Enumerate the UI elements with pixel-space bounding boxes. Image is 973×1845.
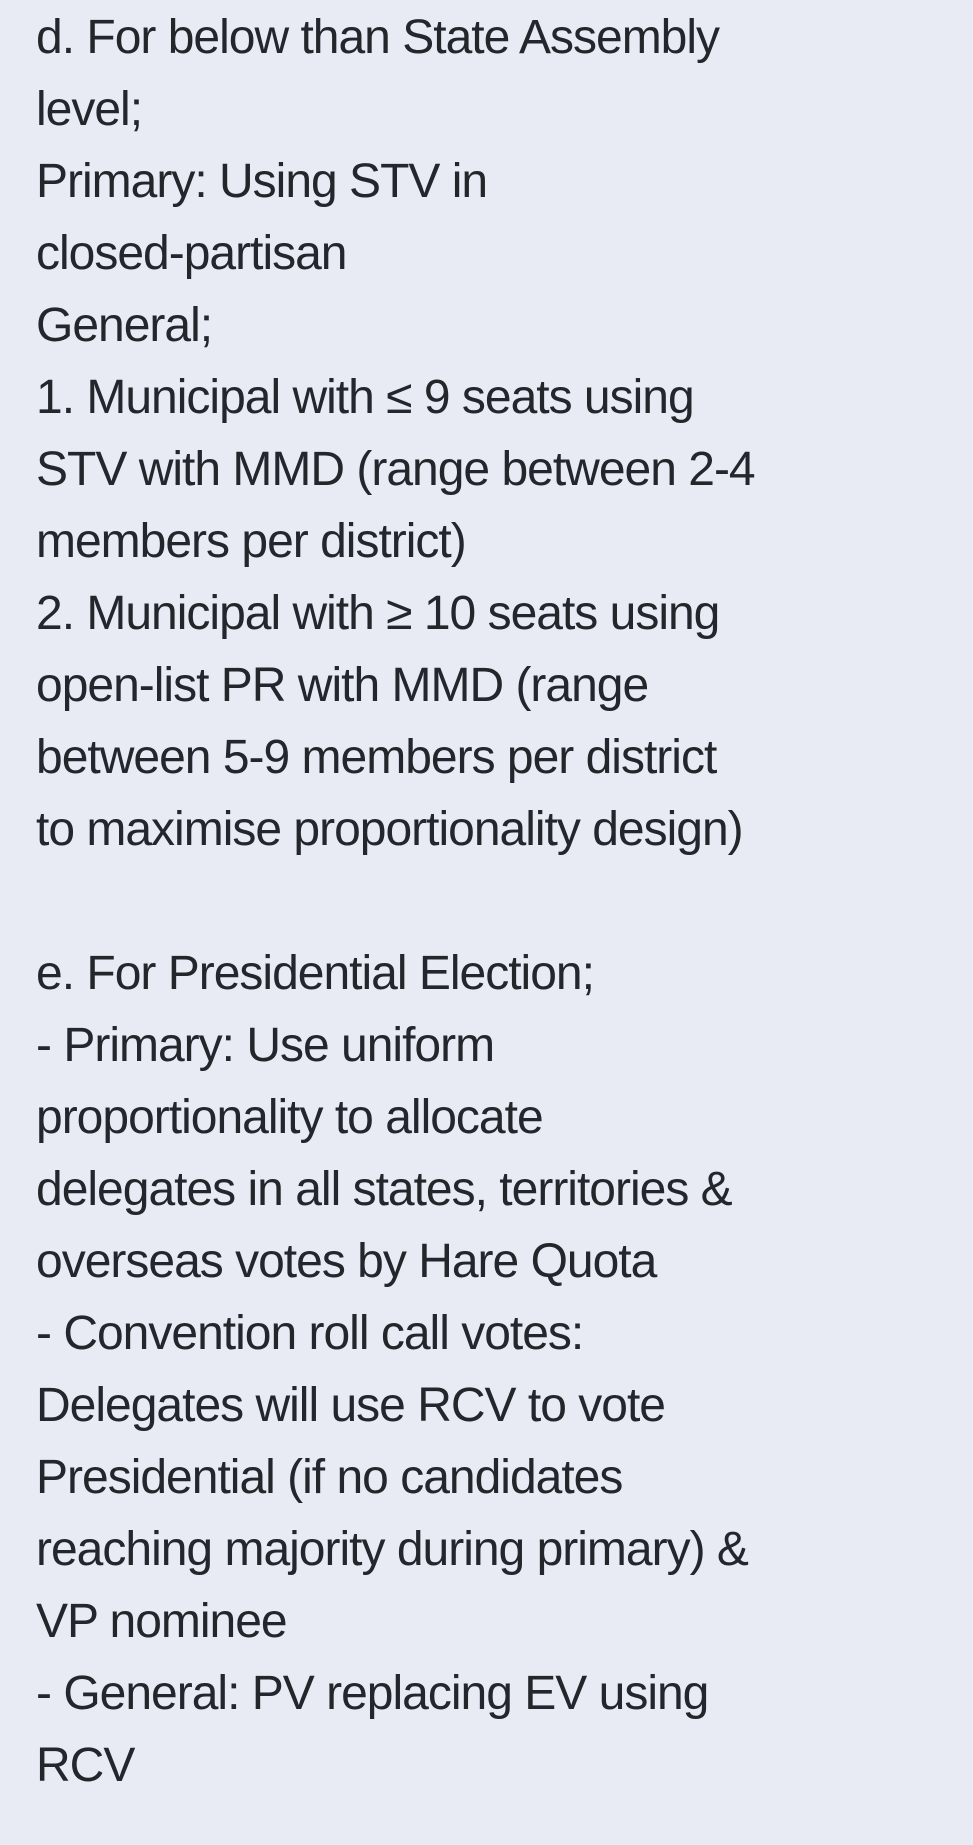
text-line: proportionality to allocate: [36, 1091, 543, 1144]
text-line-blank: [36, 866, 945, 938]
text-line: General;: [36, 299, 213, 352]
text-line: reaching majority during primary) &: [36, 1523, 748, 1576]
text-line: delegates in all states, territories &: [36, 1163, 732, 1216]
text-line: - Primary: Use uniform: [36, 1019, 495, 1072]
text-line: members per district): [36, 515, 466, 568]
text-line: RCV: [36, 1739, 135, 1792]
text-line: 1. Municipal with ≤ 9 seats using: [36, 371, 694, 424]
text-line: - General: PV replacing EV using: [36, 1667, 709, 1720]
text-line: 2. Municipal with ≥ 10 seats using: [36, 587, 720, 640]
text-line: Presidential (if no candidates: [36, 1451, 623, 1504]
text-line: STV with MMD (range between 2-4: [36, 443, 755, 496]
text-line: level;: [36, 83, 143, 136]
text-line: VP nominee: [36, 1595, 287, 1648]
text-line: open-list PR with MMD (range: [36, 659, 649, 712]
text-line: closed-partisan: [36, 227, 347, 280]
text-line: to maximise proportionality design): [36, 803, 743, 856]
text-line: between 5-9 members per district: [36, 731, 717, 784]
text-line: Primary: Using STV in: [36, 155, 488, 208]
text-line: d. For below than State Assembly: [36, 11, 720, 64]
text-line: - Convention roll call votes:: [36, 1307, 584, 1360]
text-line: e. For Presidential Election;: [36, 947, 594, 1000]
text-line: Delegates will use RCV to vote: [36, 1379, 665, 1432]
text-line: overseas votes by Hare Quota: [36, 1235, 657, 1288]
